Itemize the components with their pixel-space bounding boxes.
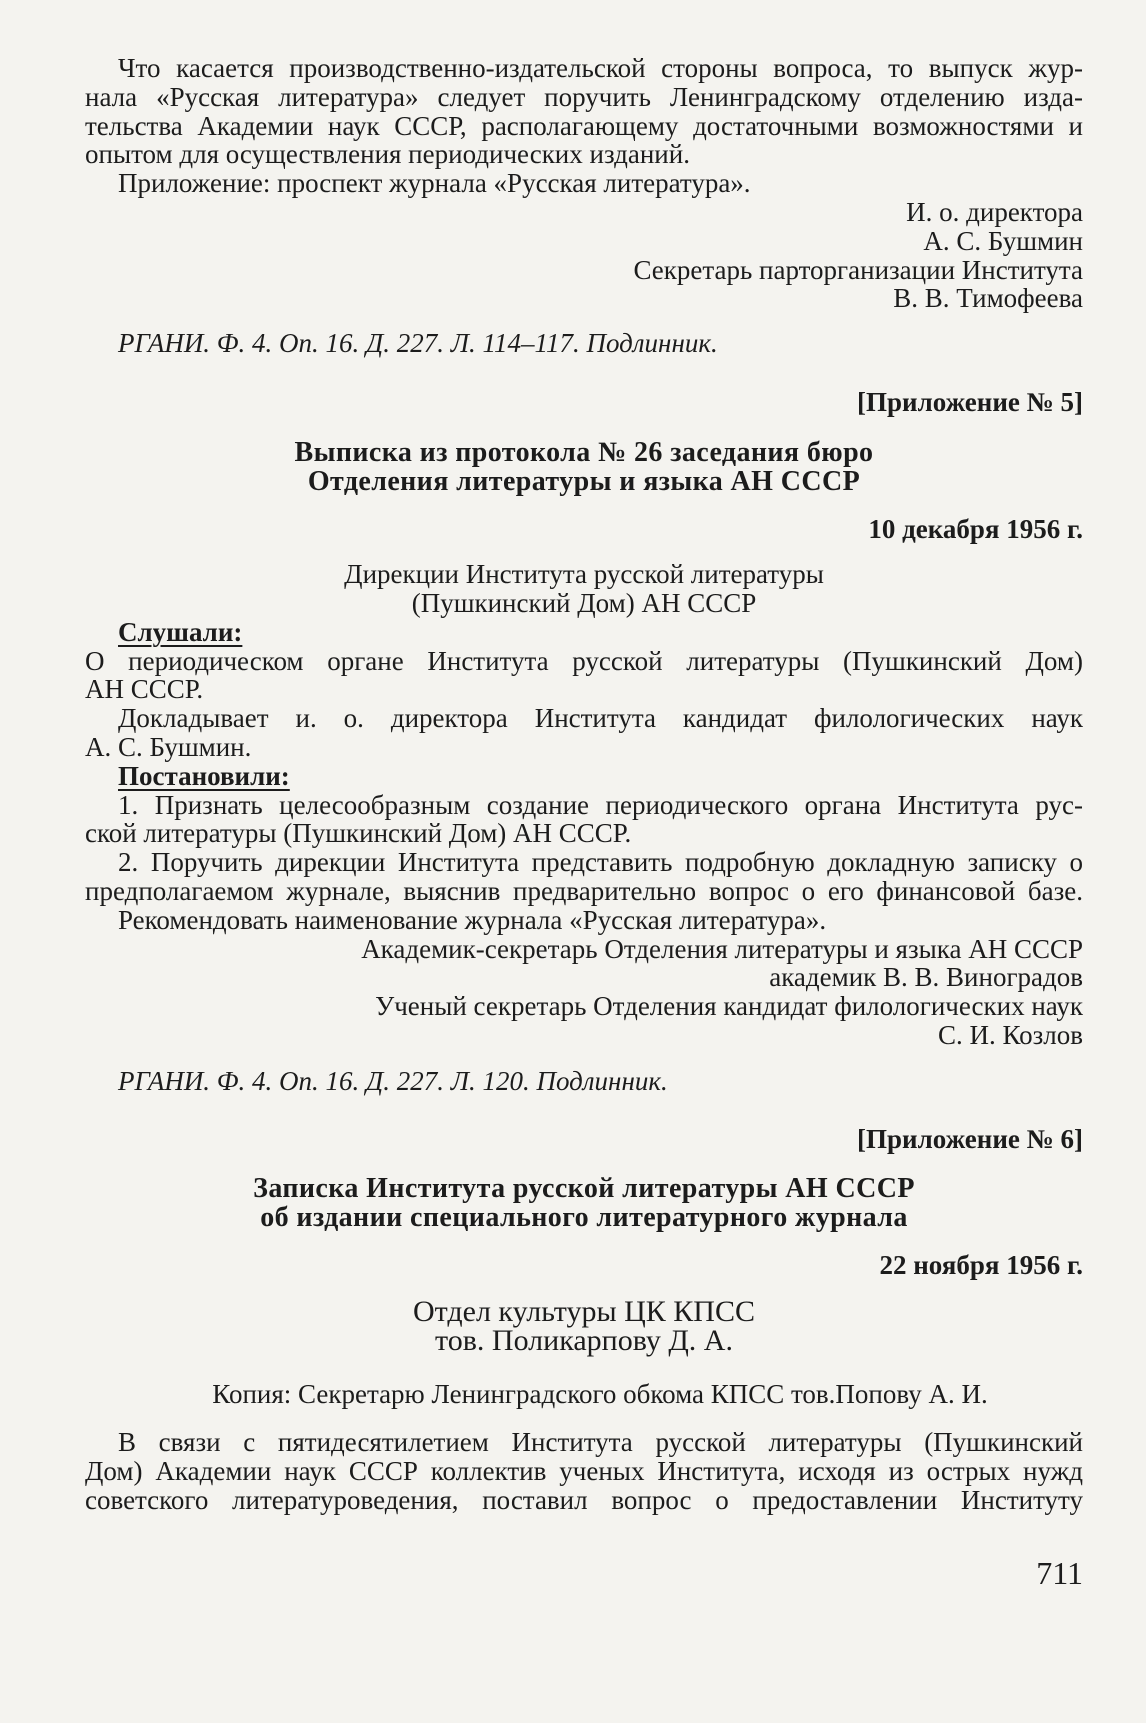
paragraph-line: опытом для осуществления периодических изданий.	[85, 139, 690, 170]
document-title	[85, 1175, 1083, 1233]
text-column	[85, 54, 1083, 1515]
resolved-heading	[85, 762, 1083, 791]
signature-block	[85, 198, 1083, 313]
signatory-position: Академик-секретарь Отделения литературы и языка АН СССР	[361, 933, 1083, 964]
addressee-line: (Пушкинский Дом) АН СССР	[411, 587, 757, 618]
appendix-5	[85, 388, 1083, 1096]
signatory-name: А. С. Бушмин	[923, 225, 1083, 256]
archive-source-reference: РГАНИ. Ф. 4. Оп. 16. Д. 227. Л. 114–117. Подлинник.	[118, 328, 718, 359]
report-line: Докладывает и. о. директора Института кандидат филологических наук	[118, 703, 1083, 734]
resolution-item-2: 2. Поручить дирекции Института представить подробную докладную записку о	[118, 847, 1083, 878]
page-number: 711	[1036, 1555, 1083, 1591]
attachment-note: Приложение: проспект журнала «Русская литература».	[118, 168, 751, 199]
paragraph-line: Дом) Академии наук СССР коллектив ученых Института, исходя из острых нужд	[85, 1456, 1083, 1487]
body-paragraph	[85, 1428, 1083, 1514]
signatory-name: В. В. Тимофеева	[893, 283, 1083, 314]
document-date: 22 ноября 1956 г.	[879, 1249, 1083, 1280]
heard-label: Слушали:	[118, 616, 243, 647]
addressee	[85, 560, 1083, 618]
paragraph-line: В связи с пятидесятилетием Института русской литературы (Пушкинский	[118, 1427, 1083, 1458]
heard-heading	[85, 618, 1083, 647]
appendix-label: [Приложение № 6]	[857, 1123, 1083, 1154]
resolution-item-2: предполагаемом журнале, выяснив предварительно вопрос о его финансовой базе.	[85, 875, 1083, 906]
title-line: Выписка из протокола № 26 заседания бюро	[294, 436, 874, 468]
preceding-document	[85, 54, 1083, 358]
paragraph-line: Что касается производственно-издательской стороны вопроса, то выпуск жур-	[118, 53, 1083, 83]
appendix-6	[85, 1125, 1083, 1515]
paragraph-line: нала «Русская литература» следует поручить Ленинградскому отделению изда-	[85, 81, 1083, 112]
heard-line: О периодическом органе Института русской литературы (Пушкинский Дом)	[85, 645, 1083, 676]
paragraph-line: советского литературоведения, поставил вопрос о предоставлении Институту	[85, 1485, 1083, 1516]
signature-block	[85, 935, 1083, 1050]
recommendation: Рекомендовать наименование журнала «Русская литература».	[118, 904, 827, 935]
resolution-item-1: 1. Признать целесообразным создание периодического органа Института рус-	[118, 789, 1083, 820]
resolved-label: Постановили:	[118, 760, 290, 791]
archive-source-reference: РГАНИ. Ф. 4. Оп. 16. Д. 227. Л. 120. Подлинник.	[118, 1065, 668, 1096]
title-line: об издании специального литературного журнала	[260, 1202, 908, 1234]
signatory-name: академик В. В. Виноградов	[769, 962, 1083, 993]
addressee-line: Отдел культуры ЦК КПСС	[412, 1294, 755, 1328]
signatory-position: И. о. директора	[906, 196, 1083, 227]
resolution-item-1: ской литературы (Пушкинский Дом) АН СССР.	[85, 818, 632, 849]
addressee-line: тов. Поликарпову Д. А.	[435, 1323, 733, 1357]
signatory-name: С. И. Козлов	[937, 1019, 1083, 1050]
document-date: 10 декабря 1956 г.	[868, 514, 1083, 545]
title-line: Записка Института русской литературы АН СССР	[253, 1173, 915, 1205]
heard-line: АН СССР.	[85, 674, 204, 705]
closing-paragraph	[85, 54, 1083, 169]
signatory-position: Ученый секретарь Отделения кандидат филологических наук	[375, 991, 1083, 1022]
appendix-label: [Приложение № 5]	[857, 386, 1083, 417]
report-line: А. С. Бушмин.	[85, 731, 252, 762]
addressee-line: Дирекции Института русской литературы	[344, 559, 824, 590]
addressee	[85, 1294, 1083, 1357]
signatory-position: Секретарь парторганизации Института	[633, 254, 1083, 285]
title-line: Отделения литературы и языка АН СССР	[307, 465, 861, 497]
copy-recipient: Копия: Секретарю Ленинградского обкома КПСС тов.Попову А. И.	[212, 1378, 988, 1409]
document-title	[85, 436, 1083, 497]
paragraph-line: тельства Академии наук СССР, располагающему достаточными возможностями и	[85, 110, 1083, 141]
